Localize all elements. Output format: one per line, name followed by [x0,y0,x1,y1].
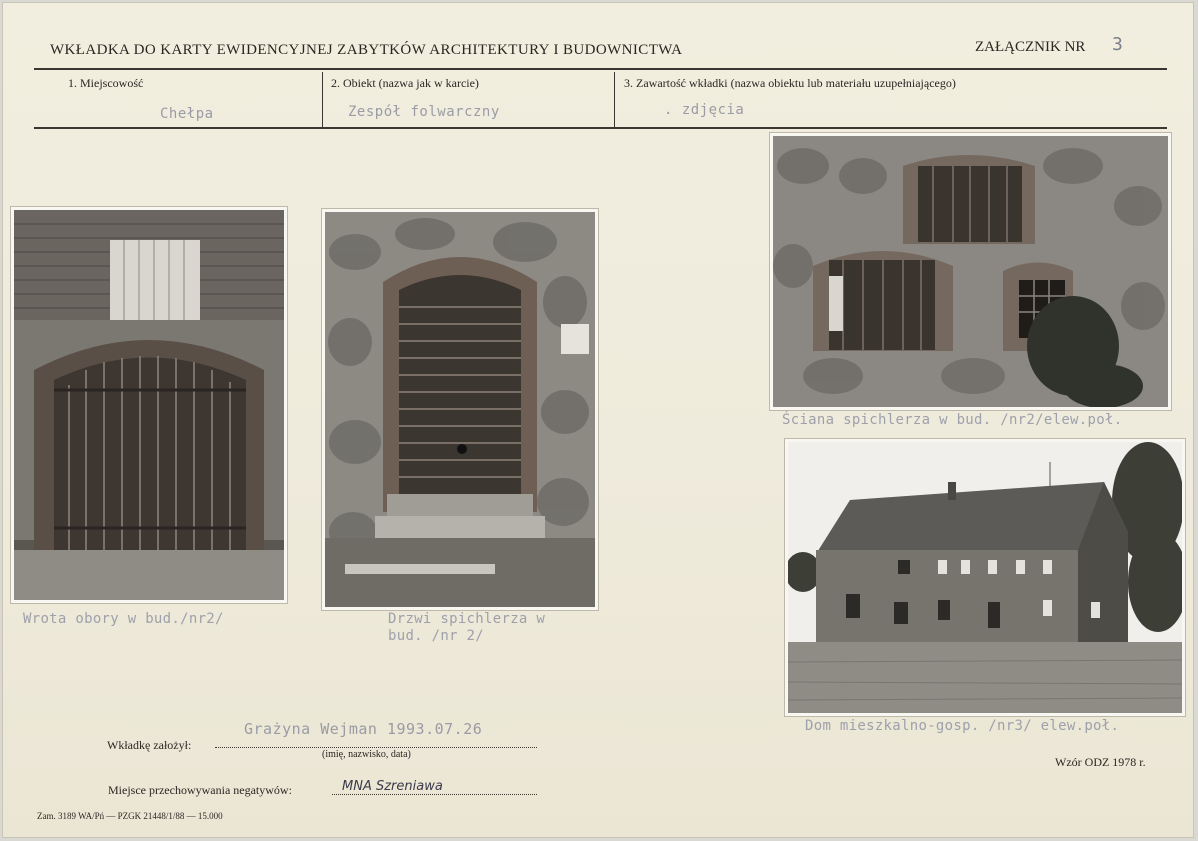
form-title: WKŁADKA DO KARTY EWIDENCYJNEJ ZABYTKÓW ARCHITEKTURY I BUDOWNICTWA [50,42,683,58]
caption-granary-wall: Ściana spichlerza w bud. /nr2/elew.poł. [782,412,1123,428]
attachment-label: ZAŁĄCZNIK NR [975,39,1086,55]
header-rule-bottom [34,127,1167,129]
caption-house: Dom mieszkalno-gosp. /nr3/ elew.poł. [805,718,1120,734]
field-label-object: 2. Obiekt (nazwa jak w karcie) [331,76,479,90]
hint-created-by: (imię, nazwisko, data) [322,749,411,760]
photo-granary-wall [770,133,1171,410]
value-created-by: Grażyna Wejman 1993.07.26 [244,720,483,738]
photo-granary-door [322,209,598,610]
label-created-by: Wkładkę założył: [107,738,192,752]
field-divider [322,72,323,129]
record-sheet [2,2,1194,838]
field-divider [614,72,615,129]
photo-barn-gate [11,207,287,603]
dotted-line-created-by [215,747,537,748]
field-value-content: . zdjęcia [664,102,745,118]
field-value-object: Zespół folwarczny [348,104,500,120]
value-negatives-location: MNA Szreniawa [342,779,443,794]
form-model: Wzór ODZ 1978 r. [1055,755,1146,769]
attachment-number: 3 [1112,34,1123,55]
field-label-content: 3. Zawartość wkładki (nazwa obiektu lub materiału uzupełniającego) [624,76,956,90]
photo-house [785,439,1185,716]
caption-barn-gate: Wrota obory w bud./nr2/ [23,611,224,627]
dotted-line-negatives [332,794,537,795]
field-label-locality: 1. Miejscowość [68,76,144,90]
caption-granary-door: Drzwi spichlerza w bud. /nr 2/ [388,611,546,644]
header-rule-top [34,68,1167,70]
label-negatives-location: Miejsce przechowywania negatywów: [108,783,292,797]
print-info: Zam. 3189 WA/Pń — PZGK 21448/1/88 — 15.000 [37,811,223,821]
field-value-locality: Chełpa [160,106,214,122]
